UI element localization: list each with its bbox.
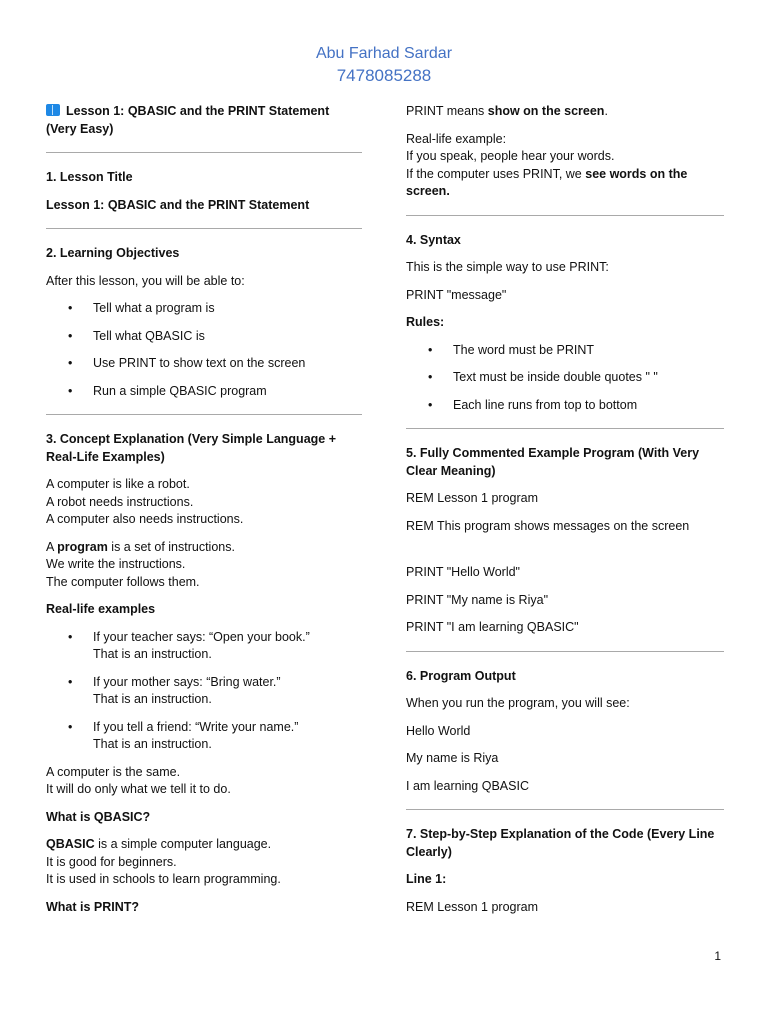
author-name: Abu Farhad Sardar xyxy=(315,45,453,62)
code-line: REM This program shows messages on the screen xyxy=(406,518,690,533)
rules-heading: Rules: xyxy=(406,315,445,329)
code-line: PRINT "I am learning QBASIC" xyxy=(406,620,579,634)
objectives-list xyxy=(46,300,362,400)
code-line: PRINT "Hello World" xyxy=(406,565,520,579)
code-line: REM Lesson 1 program xyxy=(406,899,539,914)
print-heading: What is PRINT? xyxy=(46,899,140,914)
list-item: • Text must be inside double quotes " " xyxy=(406,369,724,387)
page-number: 1 xyxy=(714,949,721,963)
author-phone: 7478085288 xyxy=(336,66,432,85)
divider xyxy=(46,414,362,415)
divider xyxy=(46,152,362,153)
list-item: • Tell what QBASIC is xyxy=(46,328,362,346)
output-line: I am learning QBASIC xyxy=(406,778,529,793)
list-item: • Run a simple QBASIC program xyxy=(46,383,362,401)
section-4-heading: 4. Syntax xyxy=(406,232,461,247)
syntax-intro: This is the simple way to use PRINT: xyxy=(406,260,609,274)
code-line: PRINT "My name is Riya" xyxy=(406,592,549,607)
lesson-title: Lesson 1: QBASIC and the PRINT Statement xyxy=(46,197,310,212)
list-item: • Tell what a program is xyxy=(46,300,362,318)
program-paragraph: A program is a set of instructions. We write the instructions. The computer follows them. xyxy=(46,539,235,589)
real-life-example-paragraph: Real-life example: If you speak, people hear your words. If the computer uses PRINT, we see words on the screen. xyxy=(406,131,688,198)
real-life-heading: Real-life examples xyxy=(46,602,156,616)
same-paragraph: A computer is the same. It will do only what we tell it to do. xyxy=(46,764,231,796)
list-item: • The word must be PRINT xyxy=(406,342,724,360)
list-item: • If your teacher says: “Open your book.” That is an instruction. xyxy=(46,629,362,664)
output-line: Hello World xyxy=(406,723,471,738)
list-item: • Use PRINT to show text on the screen xyxy=(46,355,362,373)
divider xyxy=(406,215,724,216)
print-means-paragraph: PRINT means show on the screen. xyxy=(406,104,608,118)
section-2-heading: 2. Learning Objectives xyxy=(46,246,180,260)
code-line: REM Lesson 1 program xyxy=(406,491,539,505)
list-item: • If your mother says: “Bring water.” That is an instruction. xyxy=(46,674,362,709)
section-7-heading: 7. Step-by-Step Explanation of the Code (Every Line Clearly) xyxy=(406,827,715,859)
syntax-example: PRINT "message" xyxy=(406,287,507,302)
list-item: • Each line runs from top to bottom xyxy=(406,397,724,415)
left-column xyxy=(46,103,362,926)
qbasic-heading: What is QBASIC? xyxy=(46,809,151,824)
list-item: • If you tell a friend: “Write your name.” That is an instruction. xyxy=(46,719,362,754)
section-1-heading: 1. Lesson Title xyxy=(46,170,133,184)
code-blank-line xyxy=(406,545,724,564)
right-column xyxy=(406,103,724,926)
section-6-heading: 6. Program Output xyxy=(406,668,516,683)
examples-list xyxy=(46,629,362,754)
lesson-main-title: Lesson 1: QBASIC and the PRINT Statement (Very Easy) xyxy=(46,104,330,136)
divider xyxy=(406,651,724,652)
output-line: My name is Riya xyxy=(406,751,499,765)
section-3-heading: 3. Concept Explanation (Very Simple Language + Real-Life Examples) xyxy=(46,432,337,464)
qbasic-paragraph: QBASIC is a simple computer language. It is good for beginners. It is used in schools to learn programming. xyxy=(46,837,281,886)
robot-paragraph: A computer is like a robot. A robot needs instructions. A computer also needs instructions. xyxy=(46,477,244,526)
output-intro: When you run the program, you will see: xyxy=(406,696,630,710)
divider xyxy=(406,428,724,429)
objectives-intro: After this lesson, you will be able to: xyxy=(46,273,245,288)
divider xyxy=(46,228,362,229)
page-header xyxy=(0,44,768,87)
divider xyxy=(406,809,724,810)
rules-list xyxy=(406,342,724,415)
line-1-heading: Line 1: xyxy=(406,872,447,886)
section-5-heading: 5. Fully Commented Example Program (With Very Clear Meaning) xyxy=(406,446,700,478)
book-icon xyxy=(46,104,60,116)
